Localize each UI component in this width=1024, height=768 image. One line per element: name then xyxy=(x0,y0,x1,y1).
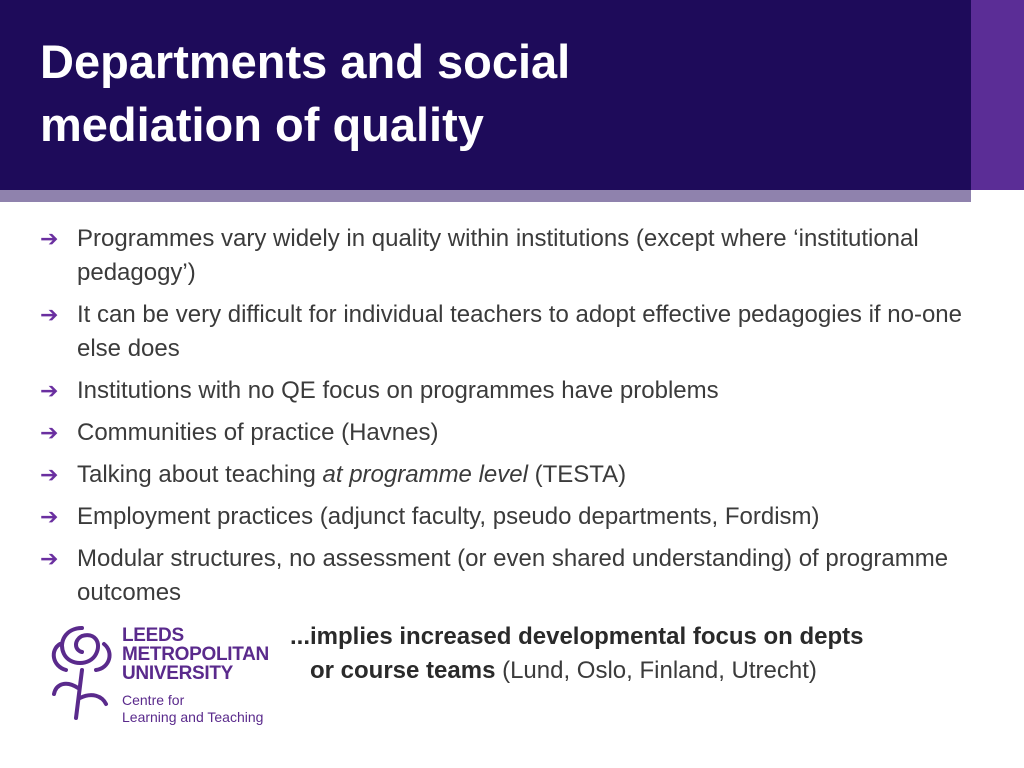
bullet-text-emphasis: at programme level xyxy=(322,461,528,488)
bullet-text-post: (TESTA) xyxy=(527,461,627,488)
divider-bar xyxy=(0,190,971,202)
bullet-text: Institutions with no QE focus on programmes have problems xyxy=(77,377,719,404)
bullet-text: Programmes vary widely in quality within institutions (except where ‘institutional pedagogy’) xyxy=(77,225,919,286)
arrow-bullet-icon: ➔ xyxy=(40,226,59,251)
slide-title: Departments and social mediation of quality xyxy=(40,35,571,151)
bullet-text: Employment practices (adjunct faculty, pseudo departments, Fordism) xyxy=(77,503,820,530)
bullet-item xyxy=(40,416,990,450)
university-logo xyxy=(40,612,290,730)
rose-icon xyxy=(46,618,118,724)
arrow-bullet-icon: ➔ xyxy=(40,302,59,327)
bullet-list xyxy=(40,222,990,618)
final-implies-text: ...implies increased developmental focus on depts xyxy=(290,623,864,650)
logo-line-university: UNIVERSITY xyxy=(122,663,234,684)
bullet-text: It can be very difficult for individual teachers to adopt effective pedagogies if no-one else does xyxy=(77,301,962,362)
final-course-line xyxy=(310,654,817,688)
bullet-item xyxy=(40,500,990,534)
bullet-item xyxy=(40,222,990,290)
side-accent-strip xyxy=(971,0,1024,190)
logo-line-leeds: LEEDS xyxy=(122,625,184,646)
bullet-text: Communities of practice (Havnes) xyxy=(77,419,439,446)
arrow-bullet-icon: ➔ xyxy=(40,504,59,529)
bullet-text-pre: Talking about teaching xyxy=(77,461,323,488)
logo-centre-line2: Learning and Teaching xyxy=(122,709,264,725)
final-course-rest: (Lund, Oslo, Finland, Utrecht) xyxy=(495,657,817,684)
logo-line-metropolitan: METROPOLITAN xyxy=(122,644,269,665)
bullet-item xyxy=(40,298,990,366)
bullet-item xyxy=(40,458,990,492)
bullet-item xyxy=(40,542,990,610)
arrow-bullet-icon: ➔ xyxy=(40,462,59,487)
arrow-bullet-icon: ➔ xyxy=(40,378,59,403)
logo-centre-line1: Centre for xyxy=(122,692,185,708)
arrow-bullet-icon: ➔ xyxy=(40,420,59,445)
bullet-item xyxy=(40,374,990,408)
arrow-bullet-icon: ➔ xyxy=(40,546,59,571)
final-course-bold: or course teams xyxy=(310,657,496,684)
bullet-text: Modular structures, no assessment (or even shared understanding) of programme outcomes xyxy=(77,545,949,606)
